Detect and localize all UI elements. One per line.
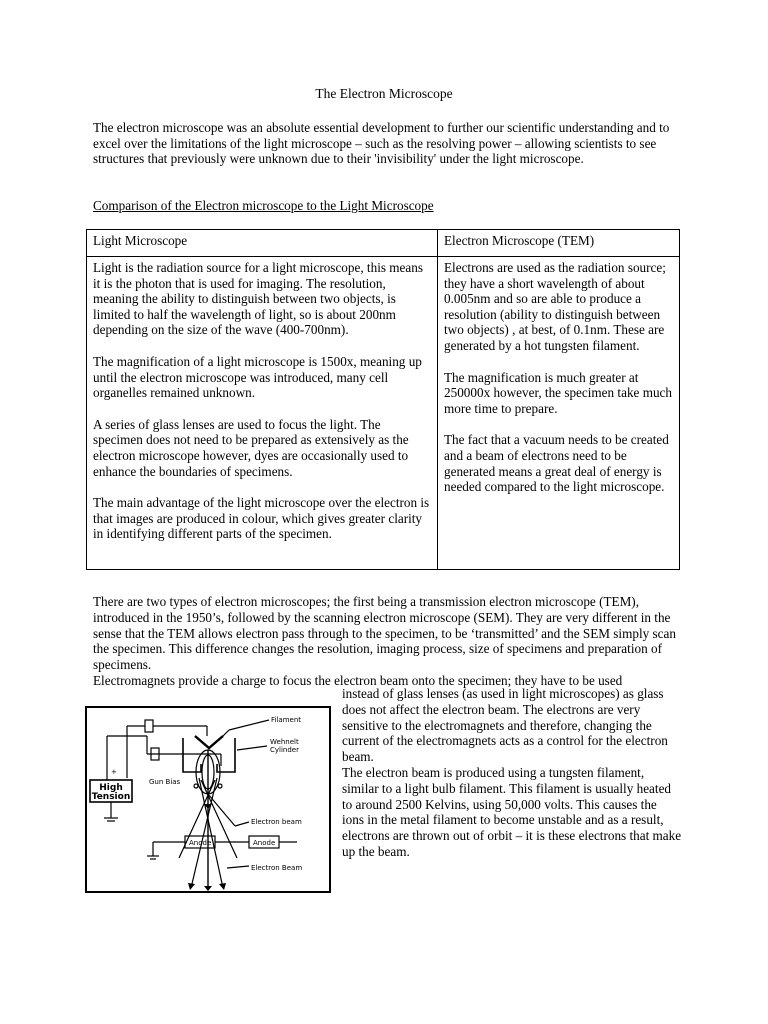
label-gun-bias: Gun Bias	[149, 778, 181, 786]
label-filament: Filament	[271, 716, 302, 724]
comparison-table	[86, 229, 680, 570]
electromagnets-lead: Electromagnets provide a charge to focus the electron beam onto the specimen; they have to be used	[93, 672, 623, 688]
table-row	[87, 257, 680, 570]
light-paragraph-advantage: The main advantage of the light microscope over the electron is that images are produced in colour, which gives greater clarity in identifying different parts of the specimen.	[93, 495, 430, 542]
beam-pointer	[227, 866, 249, 868]
side-text-column	[342, 686, 682, 860]
resistor	[145, 720, 153, 732]
side-paragraph-filament: The electron beam is produced using a tungsten filament, similar to a light bulb filament. This filament is usually heated to around 2500 Kelvins, using 50,000 volts. This causes the ions in the metal filament to become unstable and as a result, electrons are thrown out of orbit – it is these electrons that make up the beam.	[342, 764, 682, 859]
intro-paragraph: The electron microscope was an absolute essential development to further our scientific understanding and to excel over the limitations of the light microscope – such as the resolving power – allowing scientists to see structures that previously were unknown due to their 'invisibility' under the light microscope.	[93, 120, 670, 167]
light-paragraph-radiation: Light is the radiation source for a light microscope, this means it is the photon that is used for imaging. The resolution, meaning the ability to distinguish between two objects, is limited to half the wavelength of light, so is about 200nm depending on the size of the wave (400-700nm).	[93, 260, 423, 338]
header-light-microscope: Light Microscope	[87, 230, 438, 257]
light-microscope-cell	[87, 257, 438, 570]
electron-microscope-cell	[438, 257, 680, 570]
filament-pointer	[229, 720, 269, 730]
label-electron-beam-2: Electron Beam	[251, 864, 303, 872]
side-paragraph-electromagnets: instead of glass lenses (as used in light microscopes) as glass does not affect the electron beam. The electrons are very sensitive to the electromagnets and therefore, changing the current of the electromagnets acts as a control for the electron beam.	[342, 686, 668, 765]
table-header-row	[87, 230, 680, 257]
filament-pointer	[223, 730, 229, 736]
label-anode-2: Anode	[253, 839, 276, 847]
filament-shape	[195, 736, 223, 748]
electron-paragraph-vacuum: The fact that a vacuum needs to be created and a beam of electrons need to be generated means a great deal of energy is needed compared to the light microscope.	[444, 432, 669, 495]
electron-gun-drawing	[87, 708, 329, 891]
light-paragraph-magnification: The magnification of a light microscope is 1500x, meaning up until the electron microscope was introduced, many cell organelles remained unknown.	[93, 353, 422, 401]
electron-paragraph-radiation: Electrons are used as the radiation source; they have a short wavelength of about 0.005nm and so are able to produce a resolution (ability to distinguish between two objects) , at best, of 0.1nm. These are generated by a hot tungsten filament.	[444, 260, 666, 353]
label-wehnelt: Wehnelt	[270, 738, 299, 746]
label-anode-1: Anode	[189, 839, 212, 847]
light-paragraph-lenses: A series of glass lenses are used to focus the light. The specimen does not need to be prepared as extensively as the electron microscope however, dyes are occasionally used to enhance the boundaries of specimens.	[93, 416, 409, 479]
page-title: The Electron Microscope	[315, 86, 453, 101]
types-paragraph: There are two types of electron microscopes; the first being a transmission electron microscope (TEM), introduced in the 1950’s, followed by the scanning electron microscope (SEM). They are very different in the sense that the TEM allows electron pass through to the specimen, to be ‘transmitted’ and the SEM simply scan the specimen. This difference changes the resolution, imaging process, size of specimens and preparation of specimens.	[93, 594, 676, 673]
electron-gun-diagram	[85, 706, 331, 893]
lens-marker	[194, 784, 198, 788]
types-section	[93, 594, 683, 689]
arrowhead	[204, 886, 212, 891]
beam-pointer	[208, 794, 235, 826]
arrowhead	[219, 883, 226, 890]
comparison-heading: Comparison of the Electron microscope to the Light Microscope	[93, 198, 434, 213]
arrowhead	[188, 883, 195, 890]
label-cylinder: Cylinder	[270, 746, 299, 754]
label-plus: +	[111, 768, 117, 776]
beam-pointer	[235, 822, 249, 826]
beam-ray	[191, 778, 217, 888]
wehnelt-pointer	[237, 746, 267, 750]
label-high: High	[99, 783, 123, 793]
beam-ray	[199, 778, 223, 888]
lens-marker	[218, 784, 222, 788]
header-electron-microscope: Electron Microscope (TEM)	[438, 230, 680, 257]
wehnelt-cylinder-left	[183, 738, 201, 772]
electron-paragraph-magnification: The magnification is much greater at 250000x however, the specimen take much more time to prepare.	[444, 369, 672, 416]
label-tension: Tension	[91, 792, 131, 802]
label-electron-beam-1: Electron beam	[251, 818, 302, 826]
